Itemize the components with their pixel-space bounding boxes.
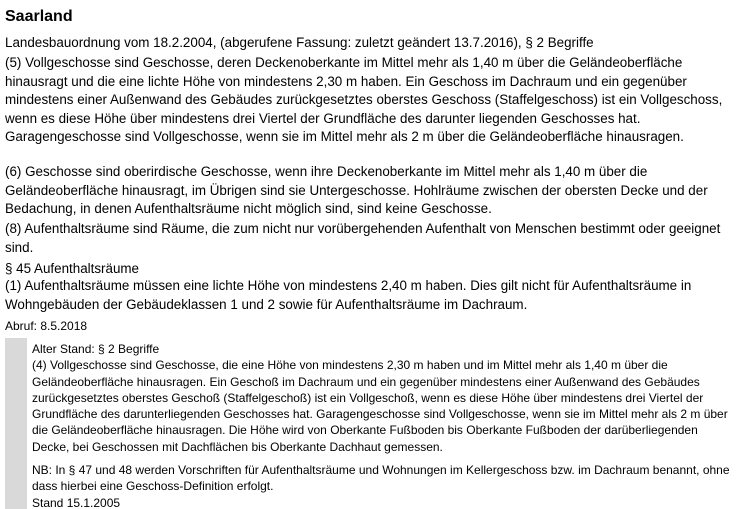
section-45-text: (1) Aufenthaltsräume müssen eine lichte Höhe von mindestens 2,40 m haben. Dies gilt nicht für Aufenthaltsräume in Wohngebäuden der Gebäudeklassen 1 und 2 sowie für Aufenthaltsräume im Dachraum. [5, 278, 692, 312]
old-note: NB: In § 47 und 48 werden Vorschriften für Aufenthaltsräume und Wohnungen im Kellergeschoss bzw. im Dachraum benannt, ohne dass hierbei eine Geschoss-Definition erfolgt. [32, 463, 730, 494]
page-title: Saarland [5, 8, 73, 25]
law-reference: Landesbauordnung vom 18.2.2004, (abgerufene Fassung: zuletzt geändert 13.7.2016), § 2 Begriffe [5, 35, 594, 50]
retrieval-date: Abruf: 8.5.2018 [5, 319, 88, 333]
paragraph-5: (5) Vollgeschosse sind Geschosse, deren Deckenoberkante im Mittel mehr als 1,40 m über die Geländeoberfläche hinausragt und die eine lichte Höhe von mindestens 2,30 m haben. Ein Geschoss im Dachraum und ein gegenüber mindestens einer Außenwand des Gebäudes zurückgesetztes oberstes Geschoss (Staffelgeschoss) ist ein Vollgeschoss, wenn es diese Höhe über mindestens drei Viertel der Grundfläche des darunter liegenden Geschosses hat. Garagengeschosse sind Vollgeschosse, wenn sie im Mittel mehr als 2 m über die Geländeoberfläche hinausragen. [5, 55, 723, 144]
old-stand: Stand 15.1.2005 [32, 495, 121, 509]
old-version-heading: Alter Stand: § 2 Begriffe [32, 342, 160, 356]
paragraph-8: (8) Aufenthaltsräume sind Räume, die zum nicht nur vorübergehenden Aufenthalt von Menschen bestimmt oder geeignet sind. [5, 221, 721, 255]
section-45-heading: § 45 Aufenthaltsräume [5, 261, 139, 276]
old-paragraph-4: (4) Vollgeschosse sind Geschosse, die eine Höhe von mindestens 2,30 m haben und im Mittel mehr als 1,40 m über die Geländeoberfläche hinausragen. Ein Geschoß im Dachraum und ein gegenüber mindestens einer Außenwand des Gebäudes zurückgesetztes oberstes Geschoß (Staffelgeschoß) ist ein Vollgeschoß, wenn es diese Höhe über mindestens drei Viertel der Grundfläche des darunterliegenden Geschosses hat. Garagengeschosse sind Vollgeschosse, wenn sie im Mittel mehr als 2 m über die Geländeoberfläche hinausragen. Die Höhe wird von Oberkante Fußboden bis Oberkante Fußboden der darüberliegenden Decke, bei Geschossen mit Dachflächen bis Oberkante Dachhaut gemessen. [32, 358, 728, 454]
old-version-block [5, 338, 738, 509]
paragraph-6: (6) Geschosse sind oberirdische Geschosse, wenn ihre Deckenoberkante im Mittel mehr als 1,40 m über die Geländeoberfläche hinausragt, im Übrigen sind sie Untergeschosse. Hohlräume zwischen der obersten Decke und der Bedachung, in denen Aufenthaltsräume nicht möglich sind, sind keine Geschosse. [5, 164, 708, 216]
